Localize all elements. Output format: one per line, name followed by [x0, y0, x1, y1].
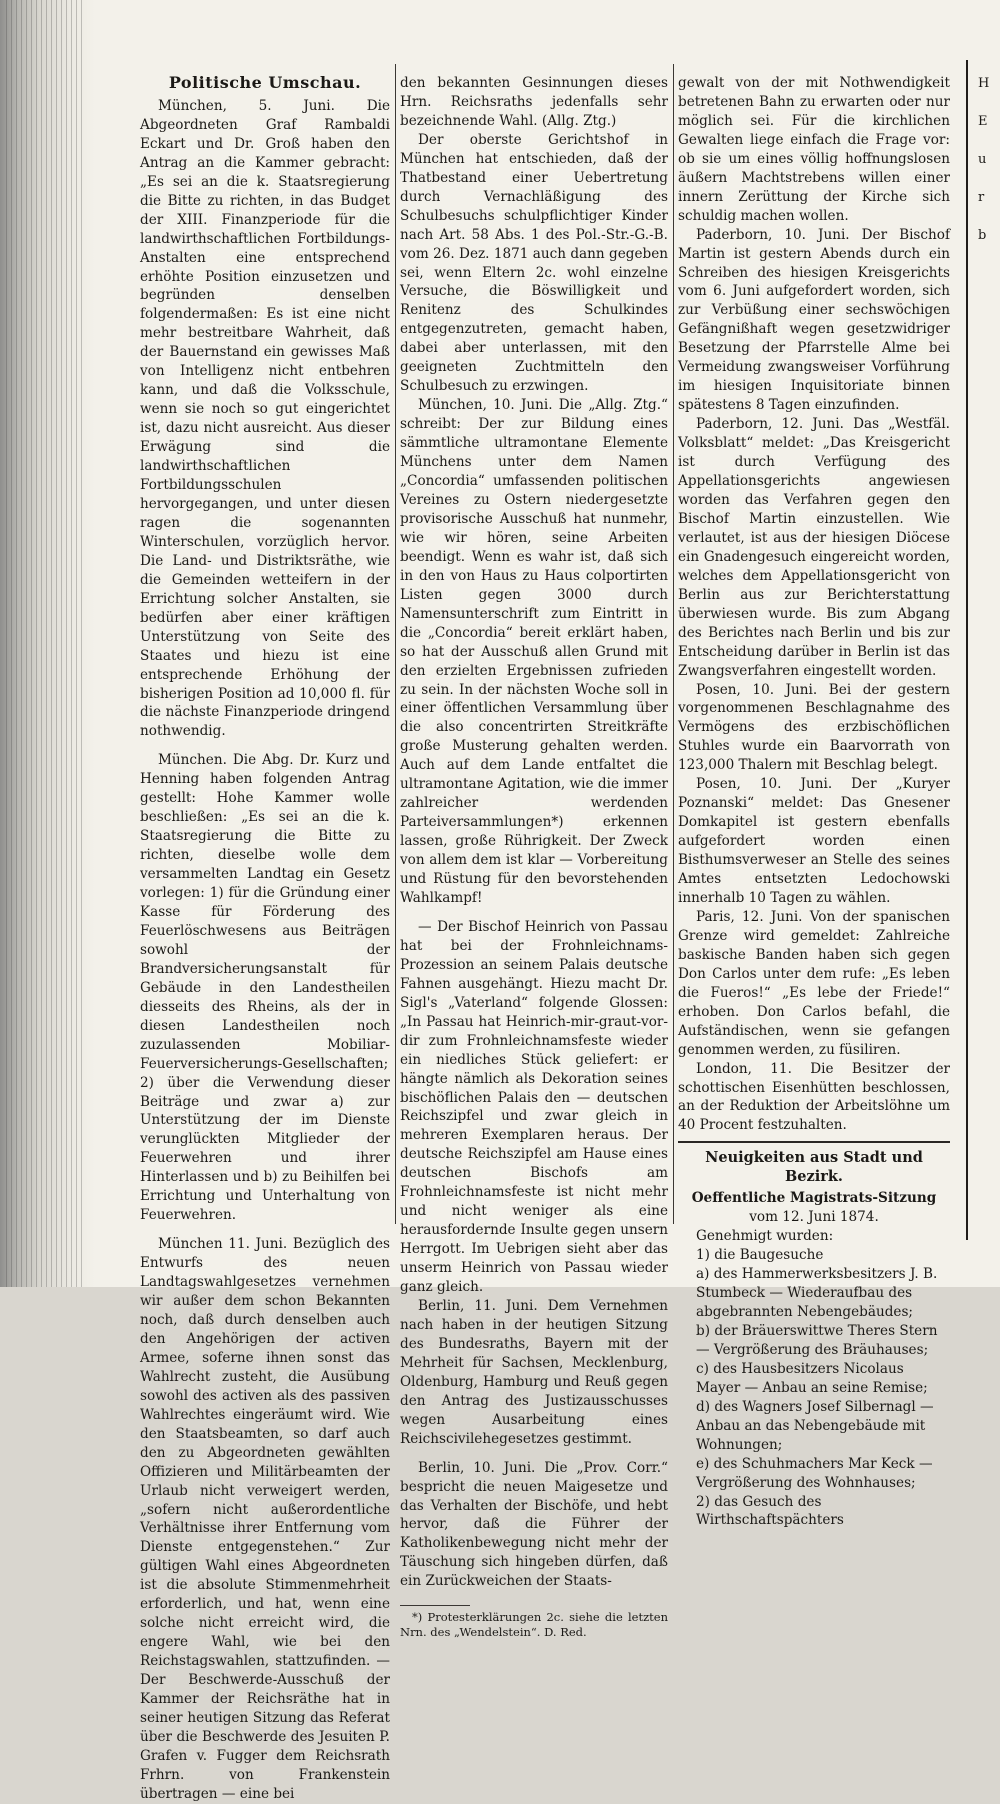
article-posen-10-juni-a: Posen, 10. Juni. Bei der gestern vorgenommenen Beschlagnahme des Vermögens des erzbischöflichen Stuhles wurde ein Baarvorrath von 123,000 Thalern mit Beschlag belegt.: [678, 681, 950, 774]
page-stack-lines: [6, 0, 86, 1287]
footnote: *) Protesterklärungen 2c. siehe die letzten Nrn. des „Wendelstein“. D. Red.: [400, 1610, 668, 1640]
article-continuation: den bekannten Gesinnungen dieses Hrn. Reichsraths jedenfalls sehr bezeichnende Wahl. (Allg. Ztg.): [400, 75, 668, 129]
footnote-rule: [400, 1605, 470, 1606]
genehmigt-label: Genehmigt wurden:: [696, 1228, 834, 1245]
list-item: e) des Schuhmachers Mar Keck — Vergrößerung des Wohnhauses;: [696, 1455, 933, 1491]
edge-fragment: [978, 93, 1000, 112]
article-muenchen-10-juni: München, 10. Juni. Die „Allg. Ztg.“ schreibt: Der zur Bildung eines sämmtliche ultramontane Elemente Münchens unter dem Namen „Concordia“ umfassenden politischen Vereines zu Ostern niedergesetzte provisorische Ausschuß hat nunmehr, wie wir hören, seine Arbeiten beendigt. Wenn es wahr ist, daß sich in den von Haus zu Haus colportirten Listen gegen 3000 durch Namensunterschrift zum Eintritt in die „Concordia“ bereit erklärt haben, so hat der Ausschuß allen Grund mit den erzielten Ergebnissen zufrieden zu sein. In der nächsten Woche soll in einer öffentlichen Versammlung über die also concentrirten Streitkräfte große Musterung gehalten werden. Auch auf dem Lande entfaltet die ultramontane Agitation, wie die immer zahlreicher werdenden Parteiversammlungen*) erkennen lassen, große Rührigkeit. Der Zweck von allem dem ist klar — Vorbereitung und Rüstung für den bevorstehenden Wahlkampf!: [400, 397, 668, 906]
edge-fragment: [978, 131, 1000, 150]
article-posen-10-juni-b: Posen, 10. Juni. Der „Kuryer Poznanski“ meldet: Das Gnesener Domkapitel ist gestern ebenfalls aufgefordert worden einen Bisthumsverweser an Stelle des seines Amtes entsetzten Ledochowski innerhalb 10 Tagen zu wählen.: [678, 776, 950, 906]
baugesuche-list: [678, 1246, 950, 1530]
politische-umschau-heading: Politische Umschau.: [168, 73, 362, 92]
column-1: [140, 74, 390, 1804]
list-item: 1) die Baugesuche: [696, 1247, 824, 1264]
magistrats-sitzung-title: Oeffentliche Magistrats-Sitzung: [691, 1190, 937, 1207]
article-berlin-10-juni: Berlin, 10. Juni. Die „Prov. Corr.“ bespricht die neuen Maigesetze und das Verhalten der Bischöfe, und hebt hervor, daß die Führer der Katholikenbewegung nicht mehr der Täuschung sich hingeben dürfen, daß ein Zurückweichen der Staats-: [400, 1459, 668, 1590]
edge-fragment: E: [978, 114, 988, 129]
article-london-11: London, 11. Die Besitzer der schottischen Eisenhütten beschlossen, an der Reduktion der Arbeitslöhne um 40 Procent festzuhalten.: [678, 1060, 950, 1134]
edge-fragment: b: [978, 228, 987, 243]
edge-fragment: H: [978, 76, 990, 91]
page-edge-rule: [966, 60, 968, 1240]
article-paderborn-12-juni: Paderborn, 12. Juni. Das „Westfäl. Volksblatt“ meldet: „Das Kreisgericht ist durch Verfügung des Appellationsgerichts angewiesen worden das Verfahren gegen den Bischof Martin einzustellen. Wie verlautet, ist aus der hiesigen Diöcese ein Gnadengesuch eingereicht worden, welches dem Appellationsgericht von Berlin aus zur Berichterstattung überwiesen wurde. Bis zum Abgang des Berichtes nach Berlin und bis zur Entscheidung darüber in Berlin ist das Zwangsverfahren eingestellt worden.: [678, 416, 950, 679]
article-continuation-staatsgewalt: gewalt von der mit Nothwendigkeit betretenen Bahn zu erwarten oder nur möglich sei. Für die kirchlichen Gewalten liege einfach die Frage vor: ob sie um eines völlig hoffnungslosen äußern Machtstrebens willen einer innern Zerüttung der Kirche sich schuldig machen wollen.: [678, 75, 950, 224]
article-oberster-gerichtshof: Der oberste Gerichtshof in München hat entschieden, daß der Thatbestand einer Uebertretung durch Vernachläßigung des Schulbesuchs schulpflichtiger Kinder nach Art. 58 Abs. 1 des Pol.-Str.-G.-B. vom 26. Dez. 1871 auch dann gegeben sei, wenn Eltern 2c. wohl einzelne Versuche, die Böswilligkeit und Renitenz des Schulkindes entgegenzutreten, gemacht haben, dabei aber unterlassen, mit den geeigneten Zuchtmitteln den Schulbesuch zu erzwingen.: [400, 131, 668, 395]
column-2: [400, 74, 668, 1640]
list-item: b) der Bräuerswittwe Theres Stern — Vergrößerung des Bräuhauses;: [696, 1322, 938, 1358]
column-rule-2: [673, 64, 674, 1224]
article-bischof-passau: — Der Bischof Heinrich von Passau hat bei der Frohnleichnams-Prozession an seinem Palais deutsche Fahnen ausgehängt. Hiezu macht Dr. Sigl's „Vaterland“ folgende Glossen: „In Passau hat Heinrich-mir-graut-vor-dir zum Frohnleichnamsfeste wieder ein niedliches Stück geliefert: er hängte nämlich als Dekoration seines bischöflichen Palais den — deutschen Reichszipfel und zwar gleich in mehreren Exemplaren heraus. Der deutsche Reichszipfel am Hause eines deutschen Bischofs am Frohnleichnamsfeste ist nicht mehr und nicht weniger als eine herausfordernde Insulte gegen unsern Herrgott. Im Uebrigen sieht aber das unserm Heinrich von Passau wieder ganz gleich.: [400, 918, 668, 1296]
list-item: d) des Wagners Josef Silbernagl — Anbau an das Nebengebäude mit Wohnungen;: [696, 1398, 934, 1453]
article-muenchen-11-juni: München 11. Juni. Bezüglich des Entwurfs des neuen Landtagswahlgesetzes vernehmen wir außer dem schon Bekannten noch, daß durch denselben auch den Angehörigen der activen Armee, soferne ihnen sonst das Wahlrecht zusteht, die Ausübung sowohl des activen als des passiven Wahlrechtes eingeräumt wird. Wie den Staatsbeamten, so darf auch den zu Abgeordneten gewählten Offizieren und Militärbeamten der Urlaub nicht verweigert werden, „sofern nicht außerordentliche Verhältnisse ihrer Entfernung vom Dienste entgegenstehen.“ Zur gültigen Wahl eines Abgeordneten ist die absolute Stimmenmehrheit erforderlich, und hat, wenn eine solche nicht erreicht wird, die engere Wahl, wie bei den Reichstagswahlen, stattzufinden. — Der Beschwerde-Ausschuß der Kammer der Reichsräthe hat in seiner heutigen Sitzung das Referat über die Beschwerde des Jesuiten P. Grafen v. Fugger dem Reichsrath Frhrn. von Frankenstein übertragen — eine bei: [140, 1236, 390, 1802]
neuigkeiten-heading: Neuigkeiten aus Stadt und Bezirk.: [678, 1141, 950, 1187]
list-item: a) des Hammerwerksbesitzers J. B. Stumbeck — Wiederaufbau des abgebrannten Nebengebäudes;: [696, 1266, 938, 1320]
edge-fragment: [978, 207, 1000, 226]
magistrats-sitzung-date: vom 12. Juni 1874.: [749, 1209, 879, 1226]
book-binding-edge: [0, 0, 95, 1287]
article-paderborn-10-juni: Paderborn, 10. Juni. Der Bischof Martin ist gestern Abends durch ein Schreiben des hiesigen Kreisgerichts vom 6. Juni aufgefordert worden, sich zur Verbüßung einer sechswöchigen Gefängnißhaft wegen gesetzwidriger Besetzung der Pfarrstelle Alme bei Vermeidung zwangsweiser Vorführung im hiesigen Inquisitoriate binnen spätestens 8 Tagen einzufinden.: [678, 226, 950, 414]
edge-fragment: r: [978, 190, 985, 205]
edge-fragment: [978, 169, 1000, 188]
list-item: c) des Hausbesitzers Nicolaus Mayer — Anbau an seine Remise;: [696, 1360, 928, 1396]
article-muenchen-5-juni: München, 5. Juni. Die Abgeordneten Graf Rambaldi Eckart und Dr. Groß haben den Antrag an die Kammer gebracht: „Es sei an die k. Staatsregierung die Bitte zu richten, in das Budget der XIII. Finanzperiode für die landwirthschaftlichen Fortbildungs-Anstalten eine entsprechend erhöhte Position einzusetzen und begründen denselben folgendermaßen: Es ist eine nicht mehr bestreitbare Wahrheit, daß der Bauernstand ein gewisses Maß von Intelligenz nicht entbehren kann, und daß die Volksschule, wenn sie noch so gut eingerichtet ist, dazu nicht ausreicht. Aus dieser Erwägung sind die landwirthschaftlichen Fortbildungsschulen hervorgegangen, und unter diesen ragen die sogenannten Winterschulen, vorzüglich hervor. Die Land- und Distriktsräthe, wie die Gemeinden wetteifern in der Errichtung solcher Anstalten, sie bedürfen aber einer kräftigen Unterstützung von Seite des Staates und hiezu ist eine entsprechende Erhöhung der bisherigen Position ad 10,000 fl. für die nächste Finanzperiode dringend nothwendig.: [140, 97, 390, 740]
article-muenchen-kurz-henning: München. Die Abg. Dr. Kurz und Henning haben folgenden Antrag gestellt: Hohe Kammer wolle beschließen: „Es sei an die k. Staatsregierung die Bitte zu richten, dieselbe wolle dem versammelten Landtag ein Gesetz vorlegen: 1) für die Gründung einer Kasse für Förderung des Feuerlöschwesens aus Beiträgen sowohl der Brandversicherungsanstalt für Gebäude in den Landestheilen diesseits des Rheins, als der in diesen Landestheilen noch zuzulassenden Mobiliar-Feuerversicherungs-Gesellschaften; 2) über die Verwendung dieser Beiträge und zwar a) zur Unterstützung der im Dienste verunglückten Mitglieder der Feuerwehren und ihrer Hinterlassen und b) zu Beihilfen bei Errichtung und Unterhaltung von Feuerwehren.: [140, 752, 390, 1224]
next-page-edge: [978, 74, 1000, 245]
list-item: 2) das Gesuch des Wirthschaftspächters: [696, 1493, 844, 1529]
article-paris-12-juni: Paris, 12. Juni. Von der spanischen Grenze wird gemeldet: Zahlreiche baskische Banden haben sich gegen Don Carlos unter dem rufe: „Es leben die Fueros!“ „Es lebe der Friede!“ erhoben. Don Carlos befahl, die Aufständischen, wenn sie gefangen genommen werden, zu füsiliren.: [678, 908, 950, 1058]
article-berlin-11-juni: Berlin, 11. Juni. Dem Vernehmen nach haben in der heutigen Sitzung des Bundesraths, Bayern mit der Mehrheit für Sachsen, Mecklenburg, Oldenburg, Hamburg und Reuß gegen den Antrag des Justizausschusses wegen Ausarbeitung eines Reichscivilehegesetzes gestimmt.: [400, 1298, 668, 1447]
column-rule-1: [395, 64, 396, 1224]
edge-fragment: u: [978, 152, 987, 167]
column-3: [678, 74, 950, 1530]
